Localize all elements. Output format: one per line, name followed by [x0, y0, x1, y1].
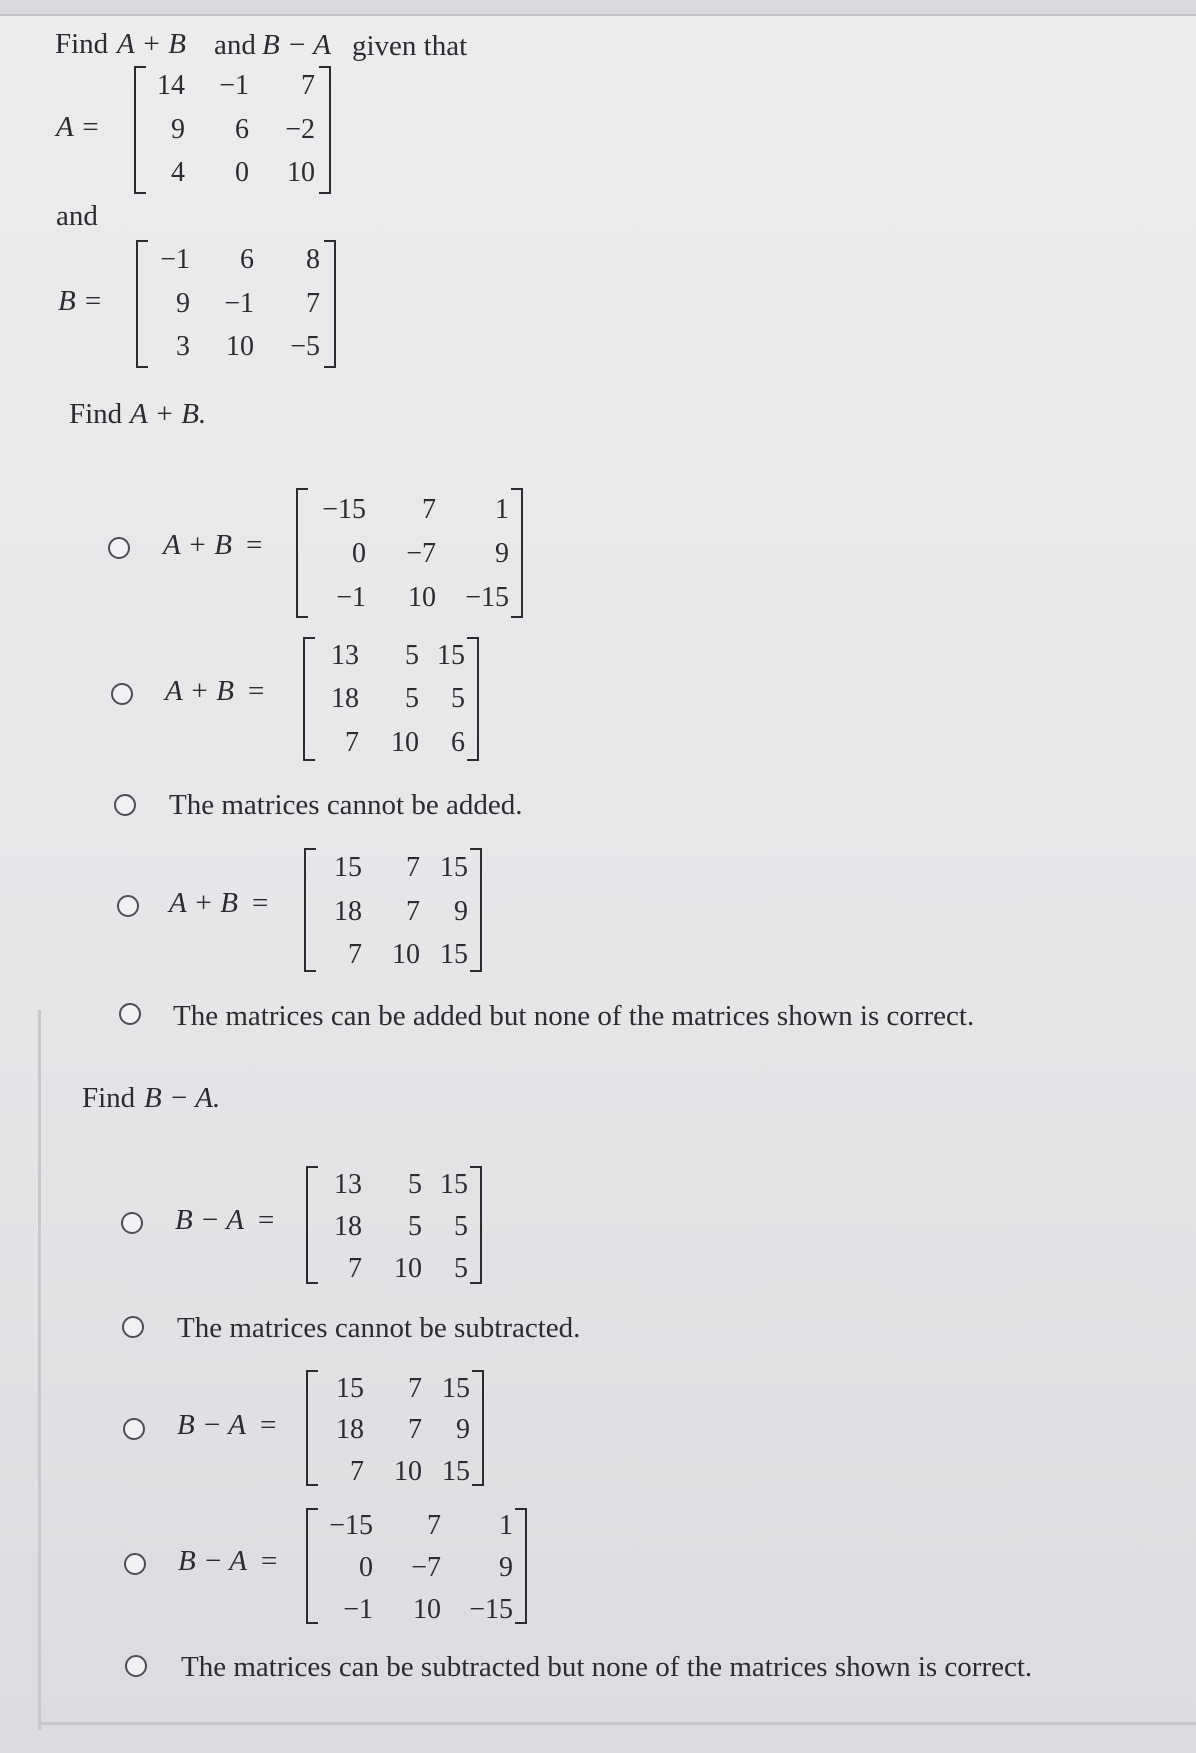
- matrix-cell: 15: [334, 852, 362, 883]
- matrix-cell: 9: [499, 1552, 513, 1583]
- matrix-cell: 5: [405, 640, 419, 671]
- left-bracket: [306, 1166, 318, 1284]
- matrix-a-label: A =: [56, 111, 101, 143]
- left-bracket: [136, 240, 148, 368]
- right-bracket: [470, 1166, 482, 1284]
- right-bracket: [467, 637, 479, 761]
- part2-option3-matrix: [306, 1370, 484, 1486]
- left-bracket: [303, 637, 315, 761]
- matrix-cell: 15: [442, 1456, 470, 1487]
- matrix-cell: 10: [287, 157, 315, 188]
- matrix-cell: −5: [290, 331, 320, 362]
- part1-option1-matrix: [296, 488, 523, 618]
- matrix-cell: 7: [345, 727, 359, 758]
- matrix-cell: 15: [336, 1373, 364, 1404]
- intro-a-plus-b: A + B: [117, 28, 186, 60]
- matrix-cell: −15: [469, 1594, 513, 1625]
- option-label: B − A =: [175, 1204, 275, 1236]
- radio-part1-option5[interactable]: [119, 1003, 141, 1025]
- part2-option5-text: The matrices can be subtracted but none of the matrices shown is correct.: [181, 1651, 1033, 1683]
- matrix-cell: 0: [235, 157, 249, 188]
- matrix-cell: 15: [440, 852, 468, 883]
- matrix-cell: 9: [171, 114, 185, 145]
- matrix-cell: 5: [454, 1211, 468, 1242]
- matrix-cell: 10: [413, 1594, 441, 1625]
- matrix-cell: 18: [336, 1414, 364, 1445]
- option-label: B − A =: [177, 1409, 277, 1441]
- frame-bottom-edge: [38, 1722, 1196, 1725]
- part2-find: Find: [82, 1082, 136, 1114]
- matrix-cell: −7: [411, 1552, 441, 1583]
- right-bracket: [511, 488, 523, 618]
- matrix-cell: 5: [405, 683, 419, 714]
- intro-b-minus-a: B − A: [262, 29, 331, 61]
- matrix-cell: 7: [301, 70, 315, 101]
- matrix-cell: 7: [422, 494, 436, 525]
- right-bracket: [515, 1508, 527, 1624]
- matrix-cell: 7: [350, 1456, 364, 1487]
- intro-given-that: given that: [352, 30, 468, 62]
- radio-part1-option1[interactable]: [108, 537, 130, 559]
- matrix-cell: 7: [427, 1510, 441, 1541]
- part2-option1-matrix: [306, 1166, 482, 1284]
- matrix-cell: −15: [465, 582, 509, 613]
- intro-and: and: [214, 29, 256, 61]
- matrix-cell: −15: [322, 494, 366, 525]
- radio-part2-option2[interactable]: [122, 1316, 144, 1338]
- matrix-cell: 10: [394, 1253, 422, 1284]
- matrix-cell: 5: [454, 1253, 468, 1284]
- part1-option2-matrix: [303, 637, 479, 761]
- matrix-cell: 8: [306, 244, 320, 275]
- matrix-cell: 10: [394, 1456, 422, 1487]
- matrix-cell: −1: [343, 1594, 373, 1625]
- part1-option3-text: The matrices cannot be added.: [169, 789, 523, 821]
- matrix-cell: 18: [331, 683, 359, 714]
- left-bracket: [134, 66, 146, 194]
- radio-part1-option4[interactable]: [117, 895, 139, 917]
- matrix-cell: −1: [336, 582, 366, 613]
- matrix-cell: 9: [454, 896, 468, 927]
- matrix-b-label: B =: [58, 285, 103, 317]
- matrix-cell: 14: [157, 70, 185, 101]
- matrix-cell: 4: [171, 157, 185, 188]
- matrix-cell: 10: [226, 331, 254, 362]
- matrix-cell: 10: [408, 582, 436, 613]
- matrix-cell: 7: [348, 939, 362, 970]
- radio-part1-option3[interactable]: [114, 794, 136, 816]
- matrix-cell: 13: [334, 1169, 362, 1200]
- matrix-cell: −1: [219, 70, 249, 101]
- part2-option2-text: The matrices cannot be subtracted.: [177, 1312, 581, 1344]
- radio-part1-option2[interactable]: [111, 683, 133, 705]
- left-bracket: [304, 848, 316, 972]
- matrix-cell: 9: [456, 1414, 470, 1445]
- intro-find: Find: [55, 28, 109, 60]
- part1-option4-matrix: [304, 848, 482, 972]
- matrix-cell: 18: [334, 1211, 362, 1242]
- matrix-cell: 1: [499, 1510, 513, 1541]
- right-bracket: [319, 66, 331, 194]
- right-bracket: [324, 240, 336, 368]
- matrix-cell: 6: [235, 114, 249, 145]
- radio-part2-option1[interactable]: [121, 1212, 143, 1234]
- option-label: B − A =: [178, 1545, 278, 1577]
- matrix-cell: 10: [392, 939, 420, 970]
- matrix-cell: 7: [406, 852, 420, 883]
- option-label: A + B =: [165, 675, 265, 707]
- part1-expr: A + B.: [130, 398, 207, 430]
- part2-expr: B − A.: [144, 1082, 221, 1114]
- matrix-cell: 7: [306, 288, 320, 319]
- part1-find: Find: [69, 398, 123, 430]
- matrix-cell: 15: [437, 640, 465, 671]
- matrix-cell: 5: [451, 683, 465, 714]
- matrix-cell: −1: [224, 288, 254, 319]
- matrix-cell: 18: [334, 896, 362, 927]
- matrix-cell: 10: [391, 727, 419, 758]
- matrix-cell: 5: [408, 1169, 422, 1200]
- matrix-cell: 0: [352, 538, 366, 569]
- and-word: and: [56, 200, 98, 232]
- matrix-b: [136, 240, 336, 368]
- frame-left-edge: [38, 1010, 41, 1730]
- matrix-cell: −15: [329, 1510, 373, 1541]
- matrix-cell: 5: [408, 1211, 422, 1242]
- matrix-cell: 9: [495, 538, 509, 569]
- matrix-cell: 1: [495, 494, 509, 525]
- matrix-cell: 9: [176, 288, 190, 319]
- matrix-cell: −1: [160, 244, 190, 275]
- left-bracket: [306, 1508, 318, 1624]
- matrix-cell: 7: [408, 1373, 422, 1404]
- matrix-cell: 6: [451, 727, 465, 758]
- left-bracket: [296, 488, 308, 618]
- matrix-cell: 15: [440, 1169, 468, 1200]
- part2-option4-matrix: [306, 1508, 527, 1624]
- matrix-cell: 0: [359, 1552, 373, 1583]
- matrix-cell: −7: [406, 538, 436, 569]
- matrix-a: [134, 66, 331, 194]
- matrix-cell: −2: [285, 114, 315, 145]
- left-bracket: [306, 1370, 318, 1486]
- matrix-cell: 7: [408, 1414, 422, 1445]
- matrix-cell: 6: [240, 244, 254, 275]
- part1-option5-text: The matrices can be added but none of the matrices shown is correct.: [173, 1000, 975, 1032]
- matrix-cell: 7: [406, 896, 420, 927]
- matrix-cell: 7: [348, 1253, 362, 1284]
- top-edge: [0, 0, 1196, 16]
- option-label: A + B =: [169, 887, 269, 919]
- radio-part2-option3[interactable]: [123, 1418, 145, 1440]
- matrix-cell: 13: [331, 640, 359, 671]
- radio-part2-option5[interactable]: [125, 1655, 147, 1677]
- matrix-cell: 15: [440, 939, 468, 970]
- radio-part2-option4[interactable]: [124, 1553, 146, 1575]
- right-bracket: [472, 1370, 484, 1486]
- matrix-cell: 3: [176, 331, 190, 362]
- right-bracket: [470, 848, 482, 972]
- matrix-cell: 15: [442, 1373, 470, 1404]
- option-label: A + B =: [163, 529, 263, 561]
